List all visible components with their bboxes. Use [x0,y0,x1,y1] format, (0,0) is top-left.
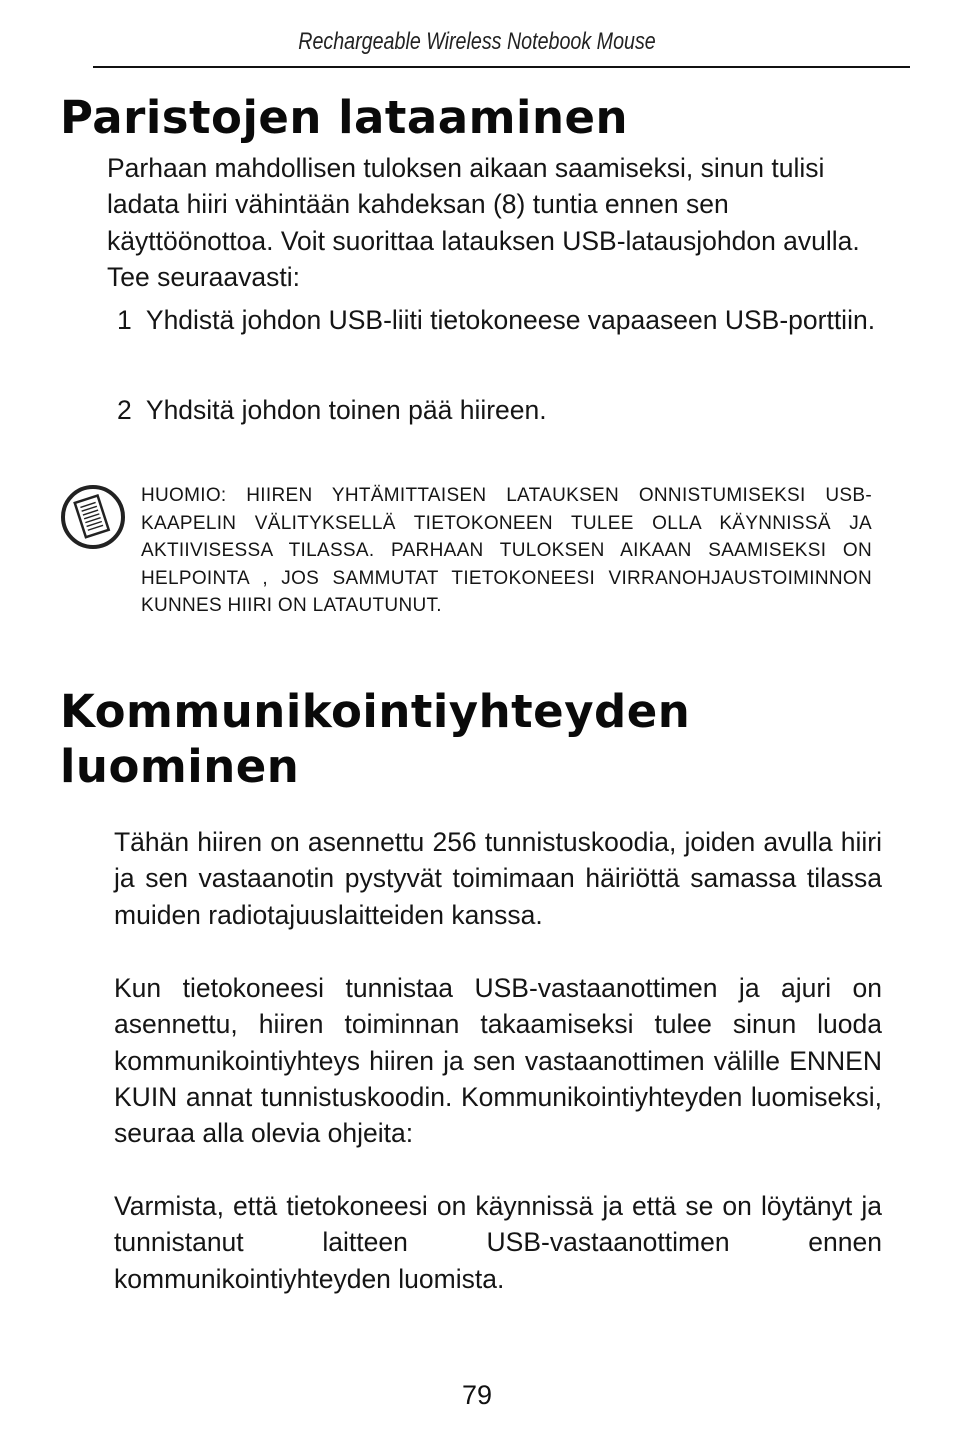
notepad-icon [60,484,126,550]
step-item-1 [117,302,887,338]
communication-paragraph-1: Tähän hiiren on asennettu 256 tunnistuskoodia, joiden avulla hiiri ja sen vastaanotin pystyvät toimimaan häiriöttä samassa tilassa muiden radiotajuuslaitteiden kanssa. [114,827,882,930]
charging-intro-paragraph: Parhaan mahdollisen tuloksen aikaan saamiseksi, sinun tulisi ladata hiiri vähintään kahdeksan (8) tuntia ennen sen käyttöönottoa. Voit suorittaa latauksen USB-latausjohdon avulla. Tee seuraavasti: [107,153,860,292]
section-title-communication: Kommunikointiyhteyden luominen [60,685,691,793]
step-number: 1 [117,305,132,335]
step-text: Yhdistä johdon USB-liiti tietokoneese vapaaseen USB-porttiin. [145,305,876,335]
note-text: HUOMIO: HIIREN YHTÄMITTAISEN LATAUKSEN ONNISTUMISEKSI USB-KAAPELIN VÄLITYKSELLÄ TIETOKONEEN TULEE OLLA KÄYNNISSÄ JA AKTIIVISESSA TILASSA. PARHAAN TULOKSEN AIKAAN SAAMISEKSI ON HELPOINTA , JOS SAMMUTAT TIETOKONEESI VIRRANOHJAUSTOIMINNON KUNNES HIIRI ON LATAUTUNUT. [141,485,872,616]
header-rule [93,66,910,68]
page-number: 79 [461,1380,493,1410]
step-number: 2 [117,395,132,425]
running-header: Rechargeable Wireless Notebook Mouse [298,28,656,55]
step-item-2 [117,392,887,428]
step-text: Yhdsitä johdon toinen pää hiireen. [145,395,547,425]
communication-paragraph-3: Varmista, että tietokoneesi on käynnissä ja että se on löytänyt ja tunnistanut laitteen USB-vastaanottimen ennen kommunikointiyhteyden luomista. [114,1191,882,1294]
section-title-charging: Paristojen lataaminen [60,91,629,144]
communication-paragraph-2: Kun tietokoneesi tunnistaa USB-vastaanottimen ja ajuri on asennettu, hiiren toiminnan takaamiseksi tulee sinun luoda kommunikointiyhteys hiiren ja sen vastaanottimen välille ENNEN KUIN annat tunnistuskoodin. Kommunikointiyhteyden luomiseksi, seuraa alla olevia ohjeita: [114,973,882,1149]
